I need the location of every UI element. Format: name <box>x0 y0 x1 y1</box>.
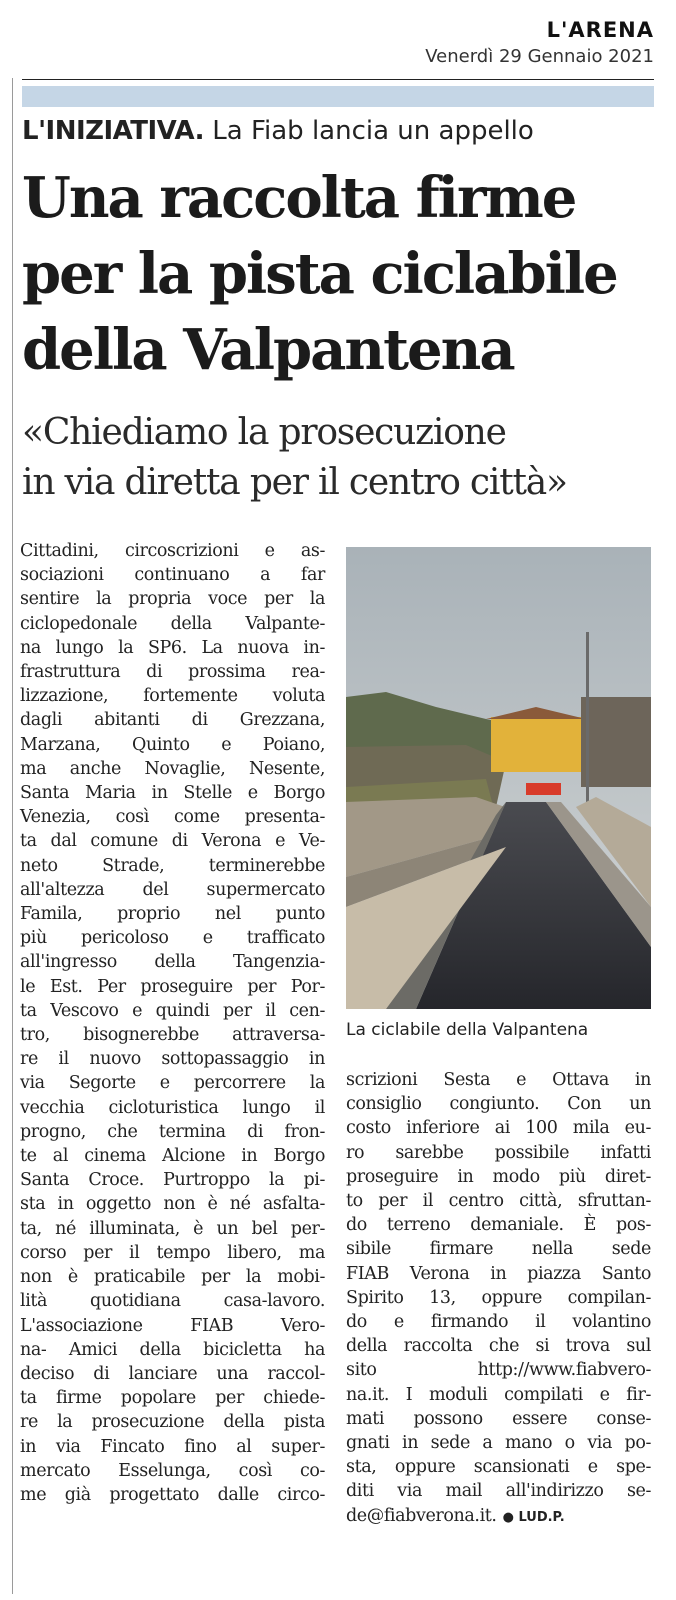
article-text-line: do e firmando il volantino <box>346 1312 651 1333</box>
article-text-line: sta, oppure scansionati e spe- <box>346 1457 651 1478</box>
article-text-line: sentire la propria voce per la <box>20 589 325 610</box>
article-text-line: re il nuovo sottopassaggio in <box>20 1049 325 1070</box>
headline-line: della Valpantena <box>22 317 514 383</box>
article-text-line: do terreno demaniale. È pos- <box>346 1215 651 1236</box>
article-text-line: neto Strade, terminerebbe <box>20 855 325 876</box>
article-text-line: Venezia, così come presenta- <box>20 807 325 828</box>
article-text-line: scrizioni Sesta e Ottava in <box>346 1070 651 1090</box>
newspaper-name: L'ARENA <box>546 18 654 42</box>
photo-caption: La ciclabile della Valpantena <box>346 1020 589 1040</box>
article-text-line: FIAB Verona in piazza Santo <box>346 1263 651 1284</box>
article-text-line: in via Fincato fino al super- <box>20 1436 325 1457</box>
article-text-line: Cittadini, circoscrizioni e as- <box>20 541 325 561</box>
article-text-line: me già progettato dalle circo- <box>20 1484 325 1505</box>
article-text-line: dagli abitanti di Grezzana, <box>20 710 325 731</box>
article-text-line: na- Amici della bicicletta ha <box>20 1339 325 1360</box>
article-text-line: non è praticabile per la mobi- <box>20 1267 325 1288</box>
article-text-line: consiglio congiunto. Con un <box>346 1094 651 1115</box>
article-text-line: diti via mail all'indirizzo se- <box>346 1481 651 1502</box>
article-text-line: de@fiabverona.it. ● LUD.P. <box>346 1505 565 1526</box>
article-photo <box>346 547 651 1009</box>
page-left-rule <box>12 78 13 1594</box>
article-text-line: sito http://www.fiabvero- <box>346 1360 651 1381</box>
byline: ● LUD.P. <box>502 1509 565 1525</box>
kicker-text: La Fiab lancia un appello <box>212 116 534 146</box>
article-text-line: via Segorte e percorrere la <box>20 1073 325 1094</box>
article-text-line: vecchia cicloturistica lungo il <box>20 1097 325 1118</box>
subheadline <box>22 408 662 508</box>
article-text-line: te al cinema Alcione in Borgo <box>20 1146 325 1167</box>
article-text-line: ta Vescovo e quindi per il cen- <box>20 1000 325 1021</box>
article-text-line: proseguire in modo più diret- <box>346 1166 651 1187</box>
article-text-line: mati possono essere conse- <box>346 1408 651 1429</box>
article-column-2 <box>346 1068 651 1530</box>
article-text-line: ro sarebbe possibile infatti <box>346 1142 651 1163</box>
article-text-line: re la prosecuzione della pista <box>20 1412 325 1433</box>
article-text-line: Famila, proprio nel punto <box>20 904 325 925</box>
article-text-line: tro, bisognerebbe attraversa- <box>20 1025 325 1046</box>
article-text-line: più pericoloso e trafficato <box>20 928 325 949</box>
article-text-line: Spirito 13, oppure compilan- <box>346 1287 651 1308</box>
kicker-tag: L'INIZIATIVA. <box>22 116 205 146</box>
subhead-line: «Chiediamo la prosecuzione <box>22 412 506 453</box>
article-text-line: ta, né illuminata, è un bel per- <box>20 1218 325 1239</box>
article-column-1 <box>20 539 325 1507</box>
header-rule <box>22 79 654 80</box>
article-text-line: Marzana, Quinto e Poiano, <box>20 734 325 755</box>
article-text-line: to per il centro città, sfruttan- <box>346 1191 651 1212</box>
article-text-line: sociazioni continuano a far <box>20 565 325 586</box>
bike-path-photo <box>346 547 651 1009</box>
article-text-line: mercato Esselunga, così co- <box>20 1460 325 1481</box>
article-text-line: ciclopedonale della Valpante- <box>20 613 325 634</box>
article-text-line: L'associazione FIAB Vero- <box>20 1315 325 1336</box>
article-text-line: frastruttura di prossima rea- <box>20 662 325 683</box>
article-text-line: le Est. Per proseguire per Por- <box>20 976 325 997</box>
article-text-line: lità quotidiana casa-lavoro. <box>20 1291 325 1312</box>
article-text-line: costo inferiore ai 100 mila eu- <box>346 1118 651 1139</box>
article-text-line: corso per il tempo libero, ma <box>20 1242 325 1263</box>
article-text-line: all'ingresso della Tangenzia- <box>20 952 325 973</box>
article-text-line: na.it. I moduli compilati e fir- <box>346 1384 651 1405</box>
headline-line: per la pista ciclabile <box>22 241 617 307</box>
article-text-line: deciso di lanciare una raccol- <box>20 1363 325 1384</box>
subhead-line: in via diretta per il centro città» <box>22 462 567 503</box>
publication-date: Venerdì 29 Gennaio 2021 <box>425 46 654 67</box>
article-text-line: sibile firmare nella sede <box>346 1239 651 1260</box>
article-text-line: sta in oggetto non è né asfalta- <box>20 1194 325 1215</box>
article-text-line: progno, che termina di fron- <box>20 1121 325 1142</box>
article-text-line: gnati in sede a mano o via po- <box>346 1433 651 1454</box>
article-text-line: ta dal comune di Verona e Ve- <box>20 831 325 852</box>
kicker <box>22 116 534 146</box>
headline-line: Una raccolta firme <box>22 165 576 231</box>
article-text-line: lizzazione, fortemente voluta <box>20 686 325 707</box>
article-text-line: all'altezza del supermercato <box>20 879 325 900</box>
article-text-line: na lungo la SP6. La nuova in- <box>20 637 325 658</box>
article-text-line: Santa Maria in Stelle e Borgo <box>20 783 325 804</box>
headline <box>22 160 662 388</box>
article-text-line: Santa Croce. Purtroppo la pi- <box>20 1170 325 1191</box>
article-text-line: ta firme popolare per chiede- <box>20 1388 325 1409</box>
article-text-line: ma anche Novaglie, Nesente, <box>20 758 325 779</box>
section-color-bar <box>22 86 654 107</box>
article-text-line: della raccolta che si trova sul <box>346 1336 651 1357</box>
